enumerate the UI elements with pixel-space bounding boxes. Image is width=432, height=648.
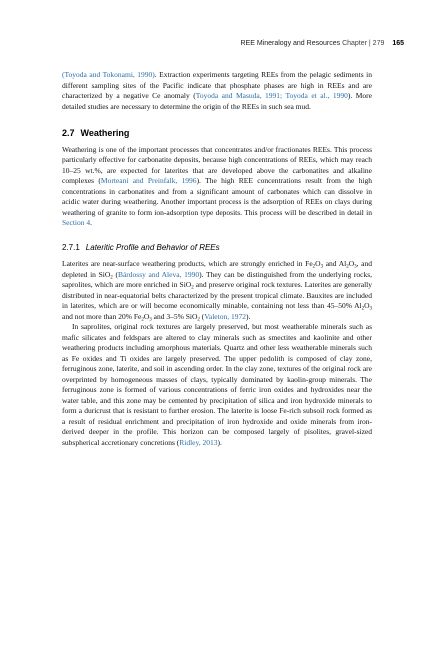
text-run: . Extraction experiments targeting REEs from the pelagic sediments in different sampling sites of the Pacific indicate that phosphate phases are high in REEs and are characterized by a negative Ce anomaly ( [62,70,372,100]
section-title: Weathering [80,128,130,138]
text-run: ( [199,311,205,321]
section-heading [62,128,372,139]
running-title: REE Mineralogy and Resources [240,40,341,47]
citation-link[interactable]: Ridley, 2013 [179,437,218,447]
subsection-number: 2.7.1 [62,242,80,252]
subsection-title: Lateritic Profile and Behavior of REEs [85,242,220,252]
subscript: 2 [141,317,144,322]
text-run: Weathering is one of the important processes that concentrates and/or fractionates REEs. This process particularly effective for carbonatite deposits, because high concentrations of REEs, which may reach 10–25 wt.%, are expected for laterites that are developed above the carbonatites and alkaline complexes ( [62,144,372,185]
text-run: ). [217,437,222,447]
subscript: 2 [312,264,316,270]
paragraph-saprolites [62,322,372,448]
body-text [62,70,372,448]
subscript: 3 [369,306,372,312]
citation-link[interactable]: Morteani and Preinfalk, 1996 [100,176,197,185]
text-run: ). The high REE concentrations result from the high concentrations in carbonatites and from a significant amount of carbonates which can dissolve in acidic water during weathering. Another important process is the adsorption of REEs on clays during weathering of granite to form ion-adsorption type deposits. This process will be described in detail in [62,176,373,217]
subscript: 2 [197,317,200,322]
text-run: and not more than 20% Fe [62,311,142,321]
text-run: ). They can be distinguished from the underlying rocks, saprolites, which are more enriched in SiO [62,269,372,289]
running-header [241,40,405,47]
text-run: ( [112,269,118,279]
text-run: Laterites are near-surface weathering products, which are strongly enriched in Fe [62,259,313,268]
subscript: 3 [149,317,152,322]
text-run: In saprolites, original rock textures are largely preserved, but most weatherable minerals such as mafic silicates and feldspars are altered to clay minerals such as smectites and kaolinite and other weathering products including amorphous materials. Quartz and other less weatherable minerals such as Fe oxides and Ti oxides are largely preserved. The upper pedolith is composed of clay zone, ferruginous zone, laterite, and soil in ascending order. In the clay zone, textures of the original rock are overprinted by homogeneous masses of clays, typically dominated by kaolin-group minerals. The ferruginous zone is formed of various concentrations of ferric iron oxides and hydroxides near the water table, and this zone may be cemented by precipitation of silica and iron hydroxide minerals to form a duricrust that is resistant to further erosion. The laterite is loose Fe-rich subsoil rock formed as a result of residual enrichment and precipitation of iron hydroxide and oxide minerals from iron-derived deeper in the profile. This horizon can be composed largely of pisolites, gravel-sized subspherical accretionary concretions ( [62,322,372,447]
paragraph-weathering [62,145,372,229]
citation-link[interactable]: Valeton, 1972 [204,311,246,321]
subscript: 3 [354,264,357,270]
text-run: ). More detailed studies are necessary to determine the origin of the REEs in such sea mud. [62,91,373,111]
subscript: 2 [110,275,113,280]
text-run: O [364,301,370,310]
text-run: , and depleted in SiO [62,259,372,279]
text-run: and Al [323,259,347,268]
text-run: and preserve original rock textures. Laterites are generally distributed in near-equatorial belts characterized by the present tropical climate. Bauxites are included in laterites, which are or will become economically minable, containing not less than 45–50% Al [62,280,373,310]
text-run: ). [245,311,251,321]
chapter-label: Chapter | 279 [342,40,385,47]
text-run: . [90,218,92,227]
text-run: O [143,311,150,321]
text-run: and 3–5% SiO [151,311,198,321]
citation-link[interactable]: Bárdossy and Aleva, 1990 [117,269,200,279]
text-run: O [315,259,321,268]
subsection-heading [62,243,372,254]
paragraph-continuation [62,70,372,112]
subscript: 2 [191,285,194,291]
subscript: 2 [346,264,349,270]
subscript: 2 [361,306,365,312]
subscript: 3 [320,264,324,270]
paragraph-laterites [62,259,372,322]
citation-link[interactable]: (Toyoda and Tokonami, 1990) [62,70,155,79]
page-number: 165 [392,40,404,47]
section-link[interactable]: Section 4 [62,218,91,227]
section-number: 2.7 [62,128,75,138]
text-run: O [348,259,355,268]
citation-link[interactable]: Toyoda and Masuda, 1991; Toyoda et al., 1990 [195,91,348,100]
